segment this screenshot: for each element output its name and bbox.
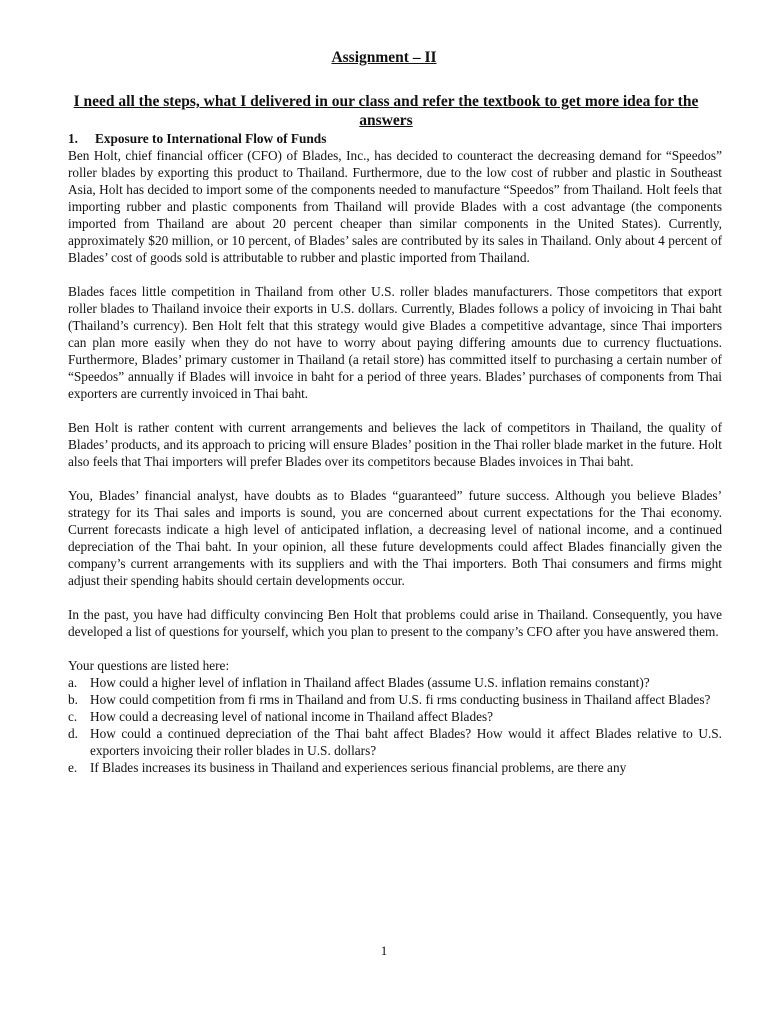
question-text: How could a higher level of inflation in Thailand affect Blades (assume U.S. inflation remains constant)? — [90, 675, 650, 690]
list-item — [68, 674, 722, 691]
paragraph-2: Blades faces little competition in Thailand from other U.S. roller blades manufacturers. Those competitors that export roller blades to Thailand invoice their exports in U.S. dollars. Currently, Blades follows a policy of invoicing in Thai baht (Thailand’s currency). Ben Holt felt that this strategy would give Blades a competitive advantage, since Thai importers can plan more easily when they do not have to worry about paying differing amounts due to currency fluctuations. Furthermore, Blades’ primary customer in Thailand (a retail store) has committed itself to purchasing a certain number of “Speedos” annually if Blades will invoice in baht for a period of three years. Blades’ purchases of components from Thai exporters are currently invoiced in Thai baht. — [68, 284, 722, 401]
question-letter: e. — [68, 760, 78, 775]
document-body — [68, 130, 722, 776]
question-text: How could competition from fi rms in Thailand and from U.S. fi rms conducting business in Thailand affect Blades? — [90, 692, 711, 707]
question-text: How could a continued depreciation of the Thai baht affect Blades? How would it affect Blades relative to U.S. exporters invoicing their roller blades in U.S. dollars? — [90, 726, 722, 758]
section-heading — [68, 130, 722, 147]
question-letter: a. — [68, 675, 78, 690]
list-item — [68, 691, 722, 708]
question-letter: b. — [68, 692, 78, 707]
paragraph-3: Ben Holt is rather content with current arrangements and believes the lack of competitors in Thailand, the quality of Blades’ products, and its approach to pricing will ensure Blades’ position in the Thai roller blade market in the future. Holt also feels that Thai importers will prefer Blades over its competitors because Blades invoices in Thai baht. — [68, 420, 722, 469]
list-item — [68, 759, 722, 776]
section-number: 1. — [68, 131, 78, 146]
question-text: How could a decreasing level of national income in Thailand affect Blades? — [90, 709, 494, 724]
assignment-instruction: I need all the steps, what I delivered in our class and refer the textbook to get more idea for the answers — [73, 93, 699, 129]
paragraph-4: You, Blades’ financial analyst, have doubts as to Blades “guaranteed” future success. Although you believe Blades’ strategy for its Thai sales and imports is sound, you are concerned about current expectations for the Thai economy. Current forecasts indicate a high level of anticipated inflation, a decreasing level of national income, and a continued depreciation of the Thai baht. In your opinion, all these future developments could affect Blades financially given the company’s current arrangements with its suppliers and with the Thai importers. Both Thai consumers and firms might adjust their spending habits should certain developments occur. — [68, 488, 722, 588]
list-item — [68, 725, 722, 759]
list-item — [68, 708, 722, 725]
paragraph-1: Ben Holt, chief financial officer (CFO) of Blades, Inc., has decided to counteract the decreasing demand for “Speedos” roller blades by exporting this product to Thailand. Furthermore, due to the low cost of rubber and plastic in Southeast Asia, Holt has decided to import some of the components needed to manufacture “Speedos” from Thailand. Holt feels that importing rubber and plastic components from Thailand will provide Blades with a cost advantage (the components imported from Thailand are about 20 percent cheaper than similar components in the United States). Currently, approximately $20 million, or 10 percent, of Blades’ sales are contributed by its sales in Thailand. Only about 4 percent of Blades’ cost of goods sold is attributable to rubber and plastic imported from Thailand. — [68, 148, 722, 265]
question-letter: d. — [68, 726, 78, 741]
questions-list — [68, 674, 722, 776]
paragraph-5: In the past, you have had difficulty convincing Ben Holt that problems could arise in Thailand. Consequently, you have developed a list of questions for yourself, which you plan to present to the company’s CFO after you have answered them. — [68, 607, 722, 639]
page-number: 1 — [380, 943, 388, 958]
questions-intro: Your questions are listed here: — [68, 658, 230, 673]
question-letter: c. — [68, 709, 78, 724]
question-text: If Blades increases its business in Thailand and experiences serious financial problems, are there any — [90, 760, 627, 775]
document-title: Assignment – II — [331, 49, 437, 66]
section-title: Exposure to International Flow of Funds — [95, 131, 327, 146]
